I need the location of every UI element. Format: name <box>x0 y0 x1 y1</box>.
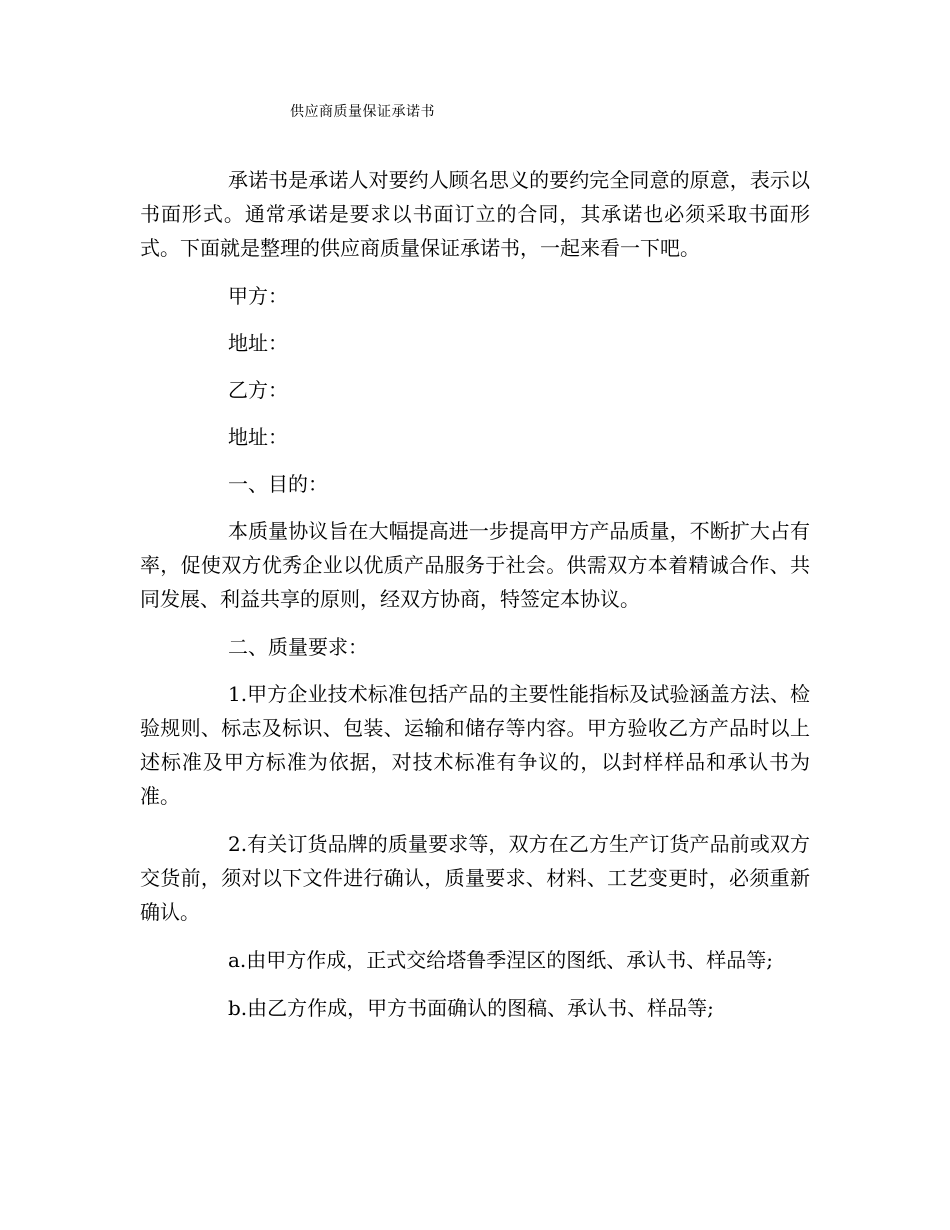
section-quality-heading: 二、质量要求： <box>228 635 368 659</box>
purpose-paragraph: 本质量协议旨在大幅提高进一步提高甲方产品质量，不断扩大占有率，促使双方优秀企业以优质产品服务于社会。供需双方本着精诚合作、共同发展、利益共享的原则，经双方协商，特签定本协议。 <box>140 519 810 611</box>
quality-item-1: 1.甲方企业技术标准包括产品的主要性能指标及试验涵盖方法、检验规则、标志及标识、包装、运输和储存等内容。甲方验收乙方产品时以上述标准及甲方标准为依据，对技术标准有争议的，以封样样品和承认书为准。 <box>140 682 810 808</box>
document-body <box>140 163 810 1039</box>
quality-item-b: b.由乙方作成，甲方书面确认的图稿、承认书、样品等; <box>228 996 714 1020</box>
intro-paragraph: 承诺书是承诺人对要约人顾名思义的要约完全同意的原意，表示以书面形式。通常承诺是要求以书面订立的合同，其承诺也必须采取书面形式。下面就是整理的供应商质量保证承诺书，一起来看一下吧。 <box>140 168 810 260</box>
party-a-label: 甲方： <box>228 284 288 308</box>
party-a-address-label: 地址： <box>228 331 288 355</box>
party-b-label: 乙方： <box>228 378 288 402</box>
quality-item-2: 2.有关订货品牌的质量要求等，双方在乙方生产订货产品前或双方交货前，须对以下文件进行确认，质量要求、材料、工艺变更时，必须重新确认。 <box>140 832 810 924</box>
document-title: 供应商质量保证承诺书 <box>290 104 435 120</box>
party-b-address-label: 地址： <box>228 425 288 449</box>
quality-item-a: a.由甲方作成，正式交给塔鲁季涅区的图纸、承认书、样品等; <box>228 948 774 972</box>
section-purpose-heading: 一、目的： <box>228 472 328 496</box>
